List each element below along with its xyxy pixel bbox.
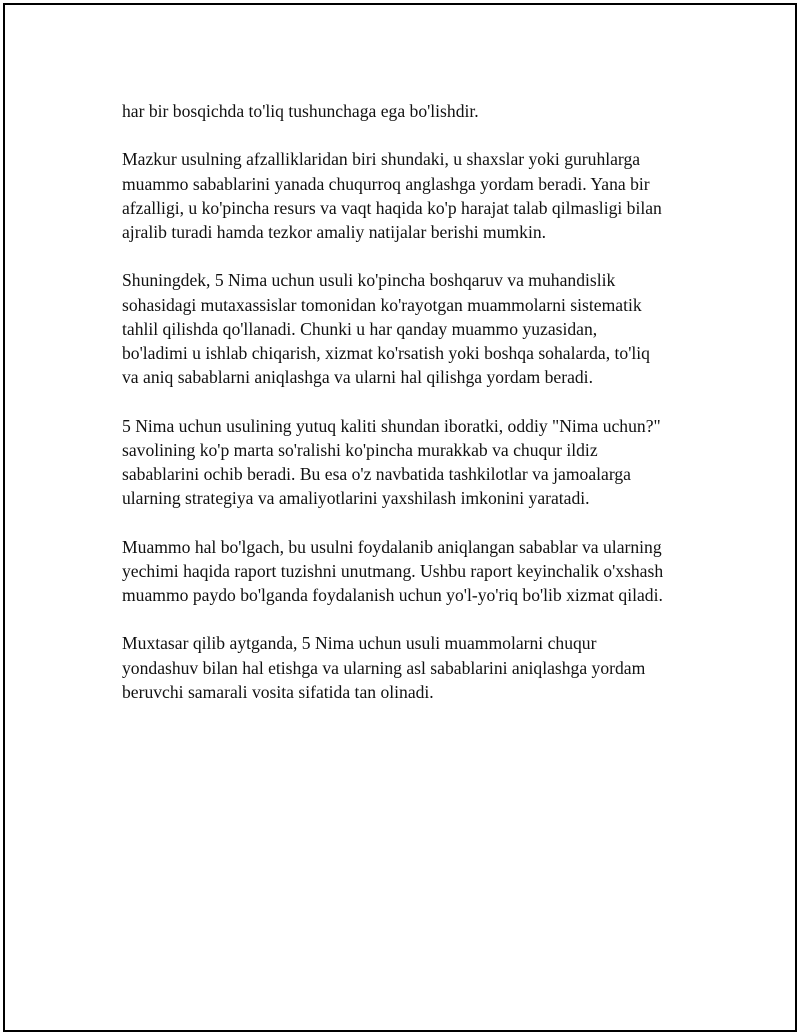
page-frame [3,3,797,1032]
text-line: 5 Nima uchun usulining yutuq kaliti shundan iboratki, oddiy "Nima uchun?" [122,415,661,436]
text-line: savolining ko'p marta so'ralishi ko'pincha murakkab va chuqur ildiz [122,439,598,460]
document-body [122,99,692,728]
text-line: va aniq sabablarni aniqlashga va ularni hal qilishga yordam beradi. [122,367,593,388]
text-line: muammo sabablarini yanada chuqurroq anglashga yordam beradi. Yana bir [122,173,650,194]
text-line: muammo paydo bo'lganda foydalanish uchun yo'l-yo'riq bo'lib xizmat qiladi. [122,585,663,605]
text-line: Muammo hal bo'lgach, bu usulni foydalanib aniqlangan sabablar va ularning [122,536,662,557]
text-line: bo'ladimi u ishlab chiqarish, xizmat ko'rsatish yoki boshqa sohalarda, to'liq [122,343,650,363]
text-line: har bir bosqichda to'liq tushunchaga ega bo'lishdir. [122,101,479,121]
paragraph-2 [122,147,692,244]
text-line: beruvchi samarali vosita sifatida tan olinadi. [122,681,434,702]
text-line: ularning strategiya va amaliyotlarini yaxshilash imkonini yaratadi. [122,488,590,509]
paragraph-5 [122,535,692,608]
paragraph-1 [122,99,692,123]
text-line: Mazkur usulning afzalliklaridan biri shundaki, u shaxslar yoki guruhlarga [122,149,641,170]
text-line: Muxtasar qilib aytganda, 5 Nima uchun usuli muammolarni chuqur [122,633,597,654]
text-line: tahlil qilishda qo'llanadi. Chunki u har qanday muammo yuzasidan, [122,318,598,339]
text-line: Shuningdek, 5 Nima uchun usuli ko'pincha boshqaruv va muhandislik [122,270,616,291]
text-line: yechimi haqida raport tuzishni unutmang. Ushbu raport keyinchalik o'xshash [122,560,664,581]
text-line: ajralib turadi hamda tezkor amaliy natijalar berishi mumkin. [122,222,547,242]
text-line: sabablarini ochib beradi. Bu esa o'z navbatida tashkilotlar va jamoalarga [122,464,631,484]
text-line: yondashuv bilan hal etishga va ularning asl sabablarini aniqlashga yordam [122,657,646,678]
text-line: sohasidagi mutaxassislar tomonidan ko'rayotgan muammolarni sistematik [122,294,642,315]
text-line: afzalligi, u ko'pincha resurs va vaqt haqida ko'p harajat talab qilmasligi bilan [122,197,662,218]
paragraph-6 [122,631,692,704]
paragraph-4 [122,414,692,511]
paragraph-3 [122,268,692,389]
